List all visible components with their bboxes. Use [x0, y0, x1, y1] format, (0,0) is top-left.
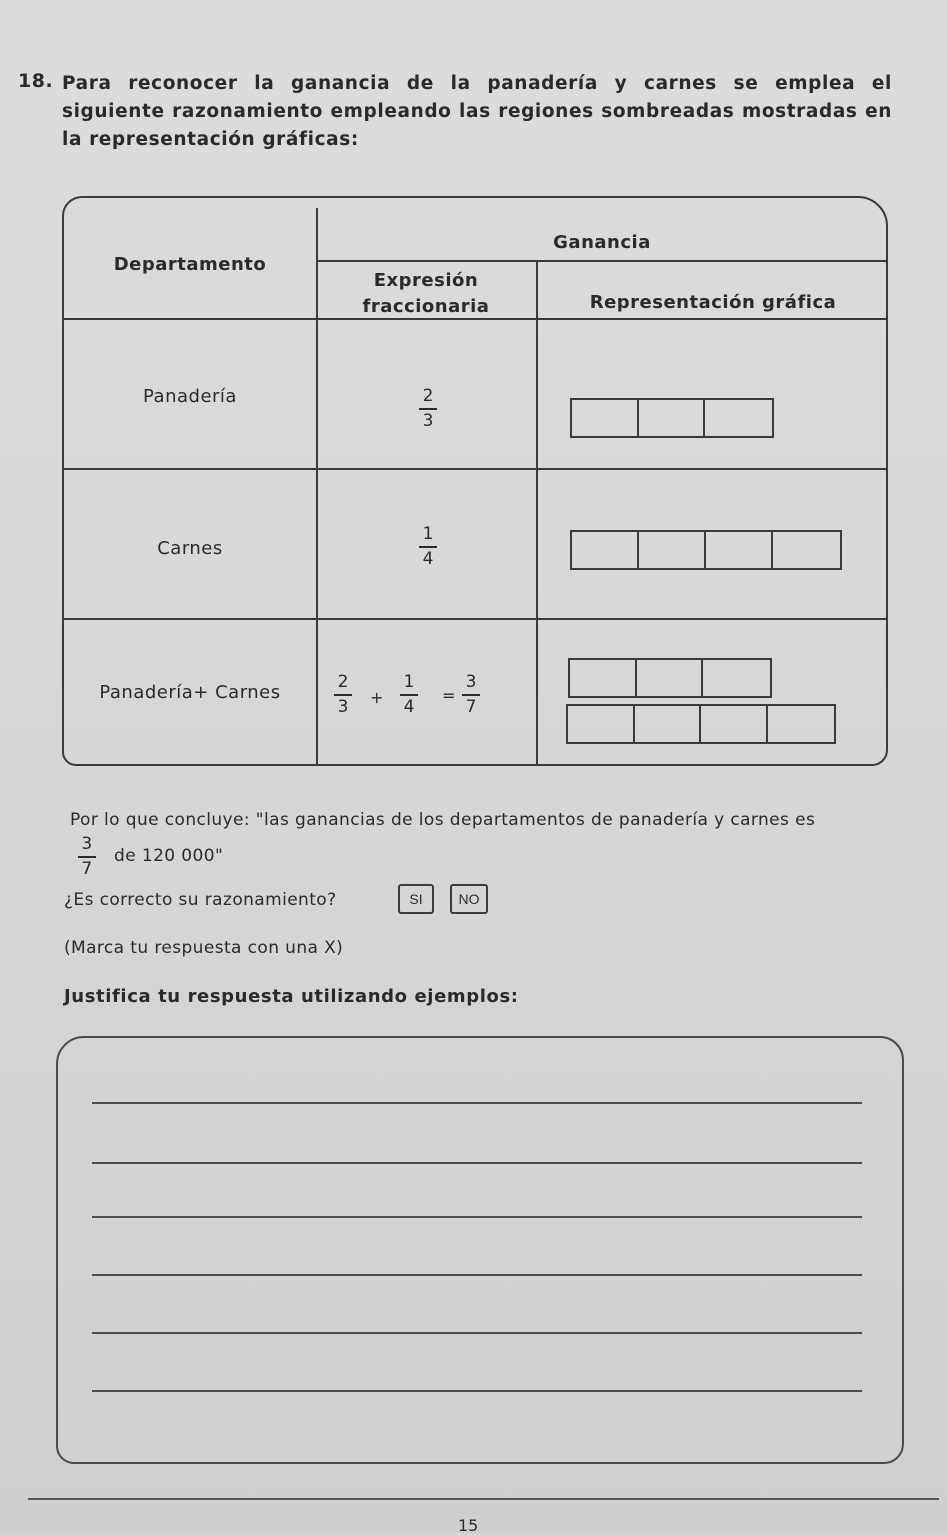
gain-table: [62, 196, 888, 766]
fraction-numerator: 3: [81, 834, 93, 854]
answer-area[interactable]: [56, 1036, 904, 1464]
no-checkbox[interactable]: NO: [450, 884, 488, 914]
graphic-part: [570, 660, 637, 696]
graphic-part: [639, 400, 706, 436]
plus-sign: +: [370, 688, 384, 707]
graphic-fourths: [570, 530, 842, 570]
graphic-part: [572, 400, 639, 436]
graphic-part: [706, 532, 773, 568]
fraction-numerator: 2: [337, 672, 349, 692]
writing-line[interactable]: [92, 1390, 862, 1392]
page-bottom-rule: [28, 1498, 939, 1500]
graphic-thirds: [570, 398, 774, 438]
graphic-part: [701, 706, 768, 742]
question-number: 18.: [18, 70, 54, 92]
conclusion-suffix: de 120 000": [114, 846, 224, 866]
conclusion-fraction: [78, 834, 96, 880]
header-expression: Expresión fraccionaria: [362, 270, 490, 317]
fraction-denominator: 7: [81, 859, 93, 879]
yes-checkbox[interactable]: SI: [398, 884, 434, 914]
fraction-panaderia: [419, 386, 437, 432]
row-department-sum: Panadería+ Carnes: [99, 682, 281, 703]
fraction-numerator: 3: [465, 672, 477, 692]
graphic-part: [637, 660, 704, 696]
equals-sign: =: [442, 686, 456, 705]
fraction-bar: [334, 694, 352, 696]
fraction-bar: [78, 856, 96, 858]
writing-line[interactable]: [92, 1102, 862, 1104]
fraction-denominator: 3: [422, 411, 434, 431]
table-divider: [64, 618, 886, 620]
fraction-sum-b: [400, 672, 418, 718]
graphic-part: [635, 706, 702, 742]
table-divider: [64, 468, 886, 470]
header-graphic: Representación gráfica: [589, 292, 837, 313]
fraction-sum-result: [462, 672, 480, 718]
graphic-part: [572, 532, 639, 568]
writing-line[interactable]: [92, 1332, 862, 1334]
fraction-denominator: 4: [403, 697, 415, 717]
writing-line[interactable]: [92, 1162, 862, 1164]
fraction-carnes: [419, 524, 437, 570]
graphic-thirds-sum: [568, 658, 772, 698]
fraction-denominator: 3: [337, 697, 349, 717]
row-department-panaderia: Panadería: [143, 386, 237, 407]
fraction-sum-a: [334, 672, 352, 718]
table-divider: [536, 260, 538, 764]
justify-label: Justifica tu respuesta utilizando ejemplos:: [64, 986, 519, 1007]
fraction-numerator: 1: [422, 524, 434, 544]
graphic-part: [568, 706, 635, 742]
conclusion-text: Por lo que concluye: "las ganancias de los departamentos de panadería y carnes es: [70, 810, 816, 830]
fraction-bar: [462, 694, 480, 696]
row-department-carnes: Carnes: [157, 538, 223, 559]
graphic-part: [773, 532, 840, 568]
table-divider: [316, 260, 886, 262]
fraction-numerator: 1: [403, 672, 415, 692]
graphic-part: [705, 400, 772, 436]
header-department: Departamento: [113, 254, 267, 275]
fraction-denominator: 4: [422, 549, 434, 569]
fraction-bar: [400, 694, 418, 696]
page-number: 15: [458, 1516, 479, 1535]
header-gain: Ganancia: [553, 232, 651, 253]
fraction-numerator: 2: [422, 386, 434, 406]
fraction-bar: [419, 546, 437, 548]
fraction-bar: [419, 408, 437, 410]
fraction-denominator: 7: [465, 697, 477, 717]
writing-line[interactable]: [92, 1216, 862, 1218]
question-correct: ¿Es correcto su razonamiento?: [64, 890, 337, 910]
graphic-part: [703, 660, 770, 696]
graphic-part: [768, 706, 834, 742]
graphic-fourths-sum: [566, 704, 836, 744]
mark-instruction: (Marca tu respuesta con una X): [64, 938, 344, 958]
graphic-part: [639, 532, 706, 568]
writing-line[interactable]: [92, 1274, 862, 1276]
table-divider: [316, 208, 318, 764]
conclusion: [70, 810, 890, 880]
question-intro: Para reconocer la ganancia de la panadería y carnes se emplea el siguiente razonamiento empleando las regiones sombreadas mostradas en la representación gráficas:: [62, 73, 892, 150]
